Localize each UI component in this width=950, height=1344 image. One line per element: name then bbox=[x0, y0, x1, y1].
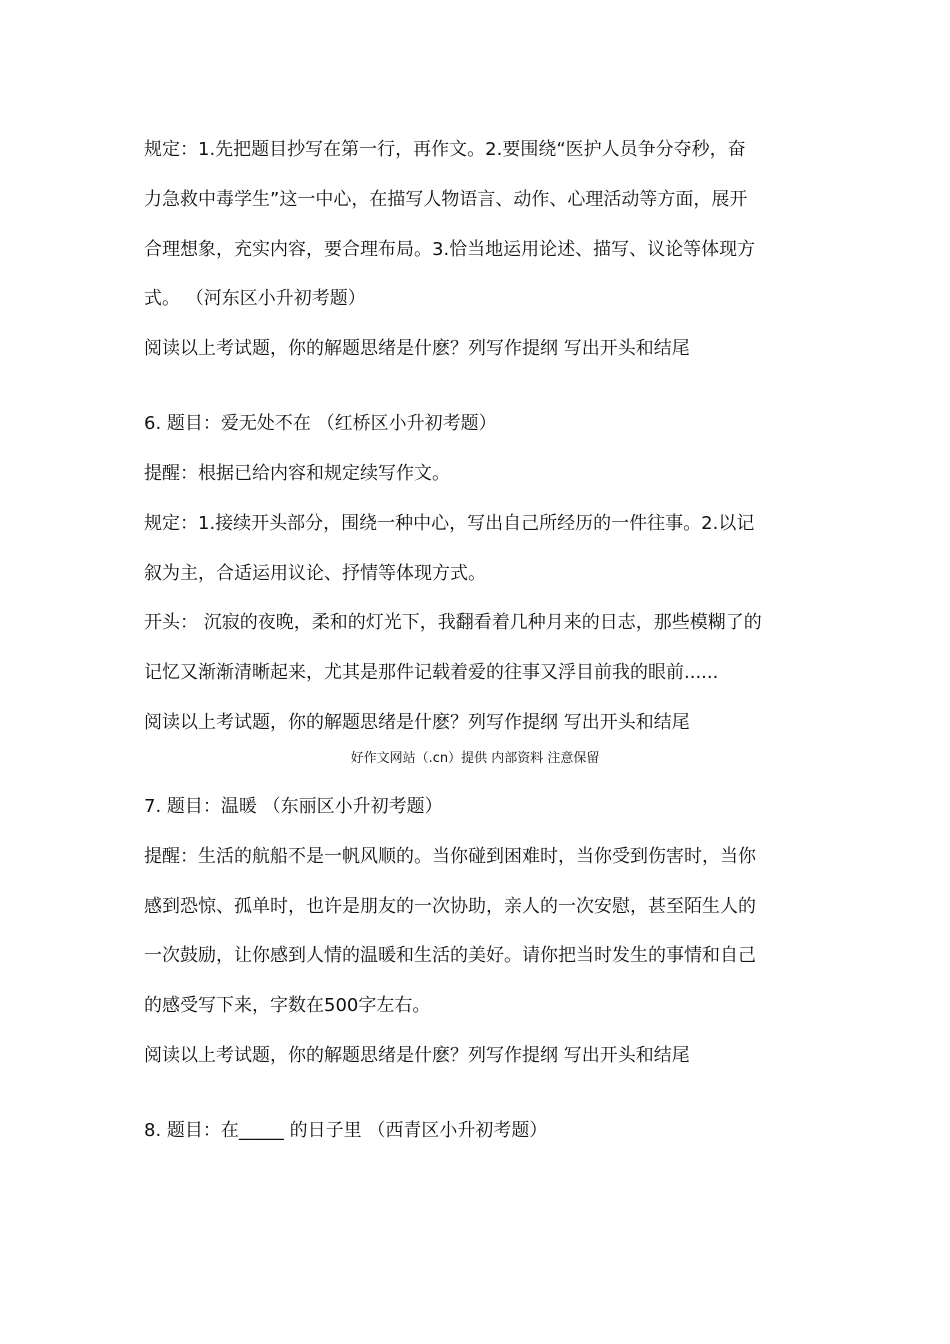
reading-prompt-3: 阅读以上考试题，你的解题思绪是什麽？列写作提纲 写出开头和结尾 bbox=[144, 1045, 690, 1066]
question-6-opening-line-2: 记忆又渐渐清晰起来，尤其是那件记载着爱的往事又浮目前我的眼前...... bbox=[144, 662, 719, 683]
reading-prompt-2: 阅读以上考试题，你的解题思绪是什麽？列写作提纲 写出开头和结尾 bbox=[144, 712, 690, 733]
question-7-hint-line-1: 提醒：生活的航船不是一帆风顺的。当你碰到困难时，当你受到伤害时，当你 bbox=[144, 846, 756, 867]
question-7-hint-line-4: 的感受写下来，字数在500字左右。 bbox=[144, 995, 431, 1016]
requirement-line-3: 合理想象，充实内容，要合理布局。3.恰当地运用论述、描写、议论等体现方 bbox=[144, 239, 756, 260]
reading-prompt-1: 阅读以上考试题，你的解题思绪是什麽？列写作提纲 写出开头和结尾 bbox=[144, 338, 690, 359]
page-footer-note: 好作文网站（.cn）提供 内部资料 注意保留 bbox=[350, 751, 600, 766]
requirement-line-2: 力急救中毒学生”这一中心，在描写人物语言、动作、心理活动等方面，展开 bbox=[144, 189, 748, 210]
question-6-opening-line-1: 开头： 沉寂的夜晚，柔和的灯光下，我翻看着几种月来的日志，那些模糊了的 bbox=[144, 612, 762, 633]
question-6-hint: 提醒：根据已给内容和规定续写作文。 bbox=[144, 463, 450, 484]
question-6-title: 6. 题目：爱无处不在 （红桥区小升初考题） bbox=[144, 413, 497, 434]
question-6-requirement-line-1: 规定：1.接续开头部分，围绕一种中心，写出自己所经历的一件往事。2.以记 bbox=[144, 513, 755, 534]
question-7-hint-line-2: 感到恐惊、孤单时，也许是朋友的一次协助，亲人的一次安慰，甚至陌生人的 bbox=[144, 896, 756, 917]
question-6-requirement-line-2: 叙为主，合适运用议论、抒情等体现方式。 bbox=[144, 563, 486, 584]
requirement-line-4: 式。 （河东区小升初考题） bbox=[144, 288, 366, 309]
requirement-line-1: 规定：1.先把题目抄写在第一行，再作文。2.要围绕“医护人员争分夺秒，奋 bbox=[144, 139, 746, 160]
question-7-hint-line-3: 一次鼓励，让你感到人情的温暖和生活的美好。请你把当时发生的事情和自己 bbox=[144, 945, 756, 966]
question-7-title: 7. 题目：温暖 （东丽区小升初考题） bbox=[144, 796, 443, 817]
question-8-title: 8. 题目：在_____ 的日子里 （西青区小升初考题） bbox=[144, 1120, 548, 1141]
